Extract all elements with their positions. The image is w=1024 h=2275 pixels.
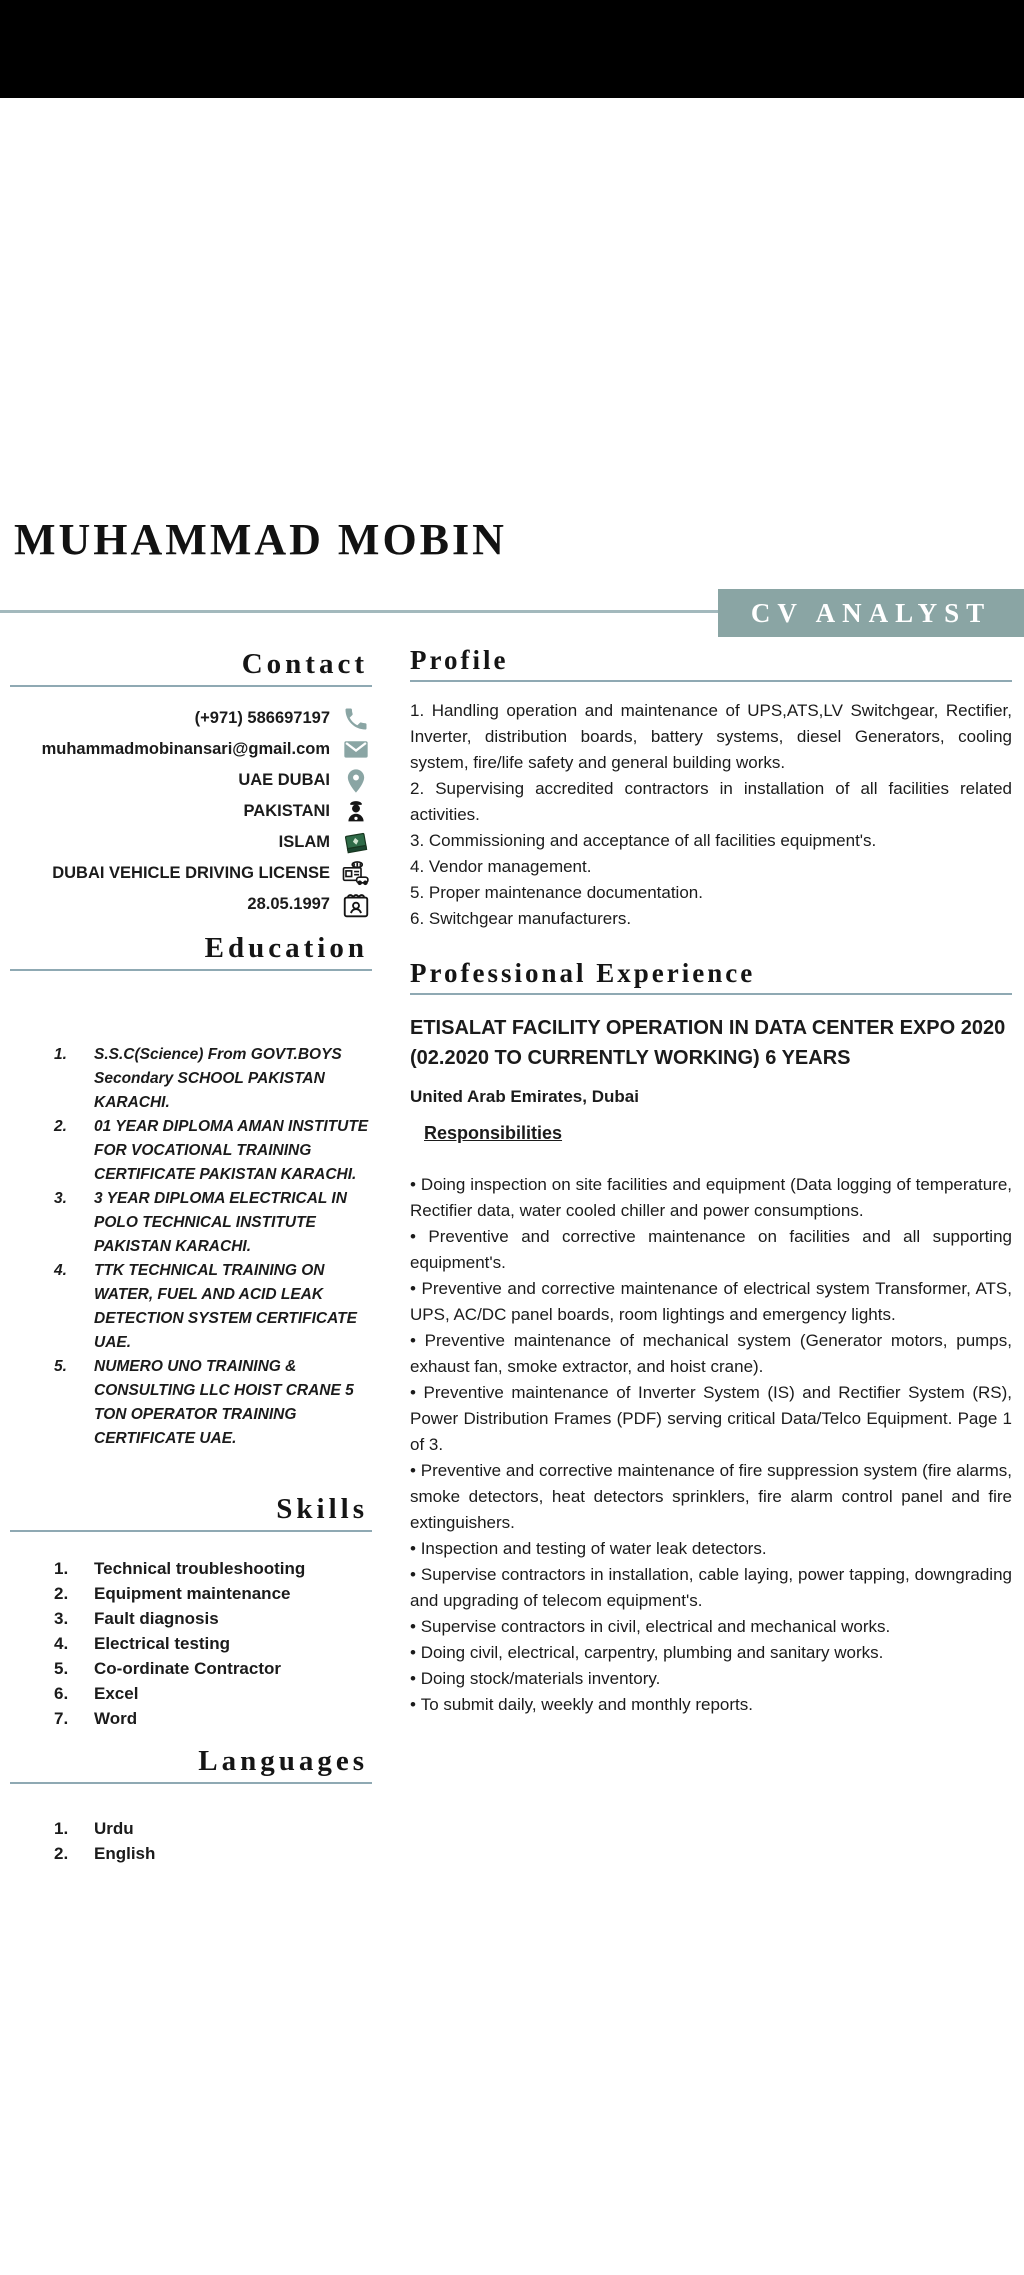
language-item: English bbox=[94, 1844, 156, 1863]
experience-heading: Professional Experience bbox=[410, 958, 756, 988]
candidate-name: MUHAMMAD MOBIN bbox=[14, 515, 507, 564]
education-heading-rule bbox=[10, 969, 372, 971]
skills-heading: Skills bbox=[276, 1493, 368, 1525]
profile-text bbox=[410, 698, 1012, 932]
profile-paragraph: 1. Handling operation and maintenance of UPS,ATS,LV Switchgear, Rectifier, Inverter, distribution boards, battery systems, diesel Generators, cooling system, fire/life safety and general building works. bbox=[410, 701, 1012, 772]
skill-item: Equipment maintenance bbox=[94, 1584, 291, 1603]
responsibility-item: • Preventive maintenance of Inverter System (IS) and Rectifier System (RS), Power Distribution Frames (PDF) serving critical Data/Telco Equipment. Page 1 of 3. bbox=[410, 1380, 1012, 1458]
skill-item: Co-ordinate Contractor bbox=[94, 1659, 281, 1678]
contact-heading: Contact bbox=[241, 648, 368, 680]
mail-icon bbox=[340, 735, 372, 765]
responsibility-item: • Preventive and corrective maintenance of fire suppression system (fire alarms, smoke detectors, heat detectors sprinklers, fire alarm control panel and fire extinguishers. bbox=[410, 1458, 1012, 1536]
responsibility-item: • Inspection and testing of water leak detectors. bbox=[410, 1536, 1012, 1562]
skill-item: Word bbox=[94, 1709, 138, 1728]
responsibility-item: • Supervise contractors in installation, cable laying, power tapping, downgrading and upgrading of telecom equipment's. bbox=[410, 1562, 1012, 1614]
phone-icon bbox=[340, 704, 372, 734]
profile-paragraph: 4. Vendor management. bbox=[410, 857, 592, 876]
profile-paragraph: 2. Supervising accredited contractors in installation of all facilities related activities. bbox=[410, 779, 1012, 824]
email-address: muhammadmobinansari@gmail.com bbox=[41, 740, 330, 758]
education-item: 01 YEAR DIPLOMA AMAN INSTITUTE FOR VOCATIONAL TRAINING CERTIFICATE PAKISTAN KARACHI. bbox=[94, 1118, 369, 1183]
responsibility-item: • Supervise contractors in civil, electrical and mechanical works. bbox=[410, 1614, 1012, 1640]
skill-item: Technical troubleshooting bbox=[94, 1559, 306, 1578]
contact-row-birthdate bbox=[10, 889, 372, 920]
contact-row-phone bbox=[10, 703, 372, 734]
responsibility-item: • Doing inspection on site facilities and equipment (Data logging of temperature, Rectifier data, water cooled chiller and power consumptions. bbox=[410, 1172, 1012, 1224]
profile-paragraph: 3. Commissioning and acceptance of all facilities equipment's. bbox=[410, 831, 877, 850]
left-column bbox=[10, 648, 372, 1866]
profile-paragraph: 6. Switchgear manufacturers. bbox=[410, 909, 632, 928]
education-item: NUMERO UNO TRAINING & CONSULTING LLC HOIST CRANE 5 TON OPERATOR TRAINING CERTIFICATE UAE. bbox=[94, 1358, 354, 1447]
contact-list bbox=[10, 703, 372, 920]
contact-row-email bbox=[10, 734, 372, 765]
nationality-person-icon bbox=[340, 797, 372, 827]
responsibility-item: • Doing stock/materials inventory. bbox=[410, 1666, 1012, 1692]
education-item: TTK TECHNICAL TRAINING ON WATER, FUEL AND ACID LEAK DETECTION SYSTEM CERTIFICATE UAE. bbox=[94, 1262, 357, 1351]
skill-item: Fault diagnosis bbox=[94, 1609, 219, 1628]
responsibility-item: • To submit daily, weekly and monthly reports. bbox=[410, 1692, 1012, 1718]
languages-heading-rule bbox=[10, 1782, 372, 1784]
skill-item: Electrical testing bbox=[94, 1634, 231, 1653]
experience-heading-rule bbox=[410, 993, 1012, 995]
nationality-text: PAKISTANI bbox=[243, 802, 330, 820]
education-heading: Education bbox=[204, 932, 368, 964]
language-item: Urdu bbox=[94, 1819, 134, 1838]
job-title: ETISALAT FACILITY OPERATION IN DATA CENTER EXPO 2020 (02.2020 TO CURRENTLY WORKING) 6 YEARS bbox=[410, 1017, 1006, 1069]
responsibility-item: • Preventive maintenance of mechanical system (Generator motors, pumps, exhaust fan, smoke extractor, and hoist crane). bbox=[410, 1328, 1012, 1380]
contact-heading-rule bbox=[10, 685, 372, 687]
languages-heading: Languages bbox=[198, 1745, 368, 1777]
responsibility-item: • Doing civil, electrical, carpentry, plumbing and sanitary works. bbox=[410, 1640, 1012, 1666]
contact-row-nationality bbox=[10, 796, 372, 827]
driving-license-icon bbox=[340, 859, 372, 889]
cv-analyst-badge: CV ANALYST bbox=[718, 589, 1024, 637]
profile-heading-rule bbox=[410, 680, 1012, 682]
location-text: UAE DUBAI bbox=[238, 771, 330, 789]
responsibility-item: • Preventive and corrective maintenance on facilities and all supporting equipment's. bbox=[410, 1224, 1012, 1276]
responsibility-item: • Preventive and corrective maintenance of electrical system Transformer, ATS, UPS, AC/DC panel boards, room lightings and emergency lights. bbox=[410, 1276, 1012, 1328]
contact-row-location bbox=[10, 765, 372, 796]
responsibilities-list bbox=[410, 1172, 1012, 1718]
birthday-calendar-icon bbox=[340, 890, 372, 920]
driving-license-text: DUBAI VEHICLE DRIVING LICENSE bbox=[52, 864, 330, 882]
skills-heading-rule bbox=[10, 1530, 372, 1532]
birthdate-text: 28.05.1997 bbox=[247, 895, 330, 913]
education-list bbox=[10, 1043, 372, 1451]
contact-row-religion bbox=[10, 827, 372, 858]
top-black-bar bbox=[0, 0, 1024, 98]
contact-row-driving-license bbox=[10, 858, 372, 889]
quran-book-icon bbox=[340, 828, 372, 858]
profile-paragraph: 5. Proper maintenance documentation. bbox=[410, 883, 703, 902]
phone-number: (+971) 586697197 bbox=[194, 709, 330, 727]
profile-heading: Profile bbox=[410, 645, 509, 675]
religion-text: ISLAM bbox=[278, 833, 330, 851]
right-column bbox=[410, 645, 1012, 1718]
responsibilities-heading: Responsibilities bbox=[424, 1123, 563, 1143]
skills-list bbox=[10, 1556, 372, 1731]
location-pin-icon bbox=[340, 766, 372, 796]
languages-list bbox=[10, 1816, 372, 1866]
skill-item: Excel bbox=[94, 1684, 139, 1703]
job-location: United Arab Emirates, Dubai bbox=[410, 1087, 639, 1106]
education-item: S.S.C(Science) From GOVT.BOYS Secondary SCHOOL PAKISTAN KARACHI. bbox=[94, 1046, 342, 1111]
education-item: 3 YEAR DIPLOMA ELECTRICAL IN POLO TECHNICAL INSTITUTE PAKISTAN KARACHI. bbox=[94, 1190, 347, 1255]
